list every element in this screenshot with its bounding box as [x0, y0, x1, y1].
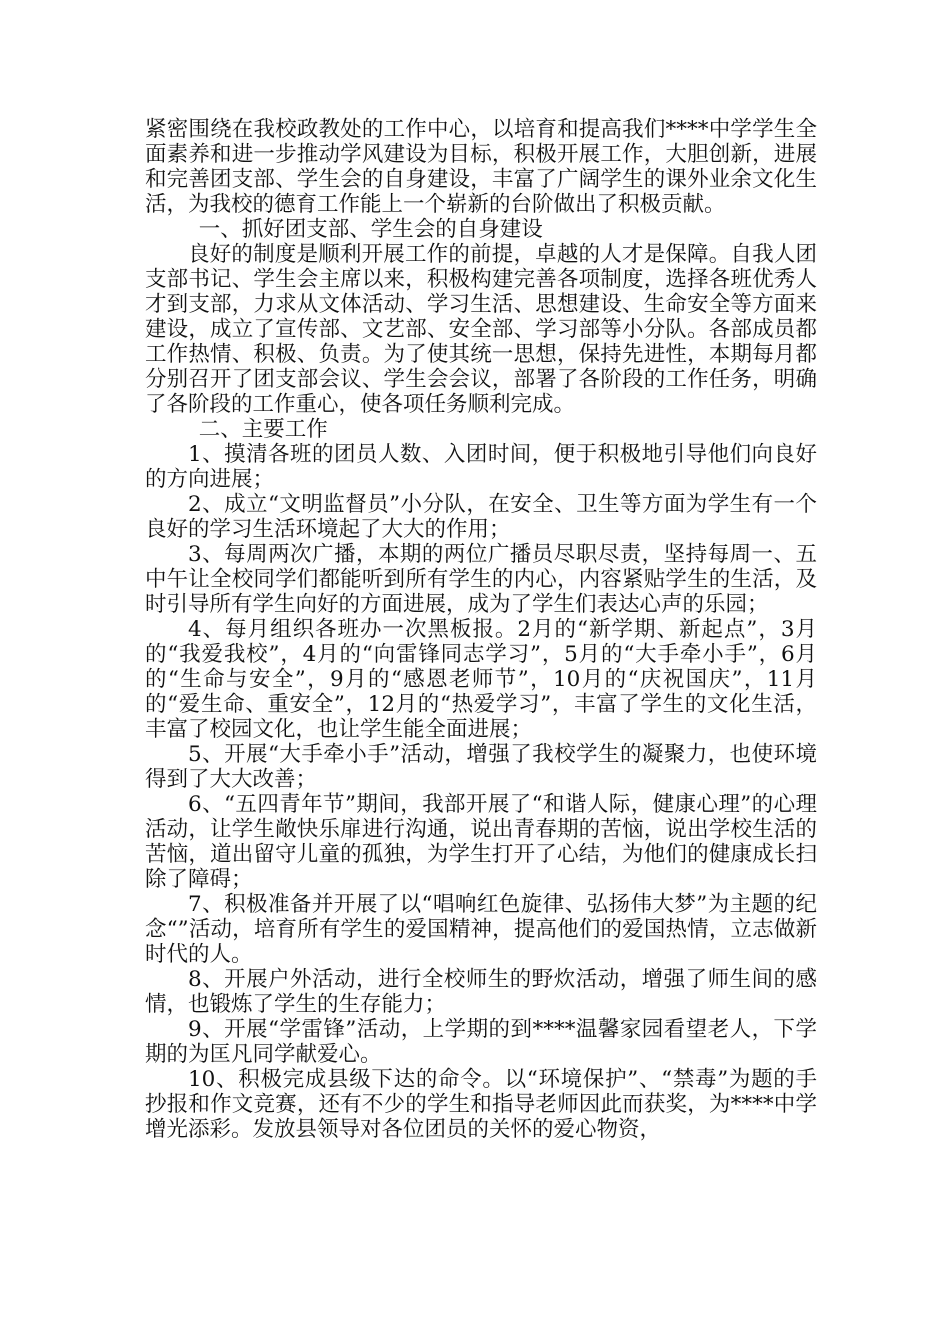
work-item-1: 1、摸清各班的团员人数、入团时间，便于积极地引导他们向良好的方向进展； [145, 442, 817, 492]
work-item-7: 7、积极准备并开展了以“唱响红色旋律、弘扬伟大梦”为主题的纪念“”活动，培育所有学生的爱国精神，提高他们的爱国热情，立志做新时代的人。 [145, 892, 817, 967]
intro-paragraph: 紧密围绕在我校政教处的工作中心，以培育和提高我们****中学学生全面素养和进一步推动学风建设为目标，积极开展工作，大胆创新，进展和完善团支部、学生会的自身建设，丰富了广阔学生的课外业余文化生活，为我校的德育工作能上一个崭新的台阶做出了积极贡献。 [145, 117, 817, 217]
work-item-5: 5、开展“大手牵小手”活动，增强了我校学生的凝聚力，也使环境得到了大大改善； [145, 742, 817, 792]
work-item-8: 8、开展户外活动，进行全校师生的野炊活动，增强了师生间的感情，也锻炼了学生的生存能力； [145, 967, 817, 1017]
work-item-6: 6、“五四青年节”期间，我部开展了“和谐人际，健康心理”的心理活动，让学生敞快乐扉进行沟通，说出青春期的苦恼，说出学校生活的苦恼，道出留守儿童的孤独，为学生打开了心结，为他们的健康成长扫除了障碍； [145, 792, 817, 892]
section-heading-1: 一、抓好团支部、学生会的自身建设 [198, 217, 543, 242]
document-page [145, 117, 817, 1142]
work-item-4: 4、每月组织各班办一次黑板报。2月的“新学期、新起点”，3月的“我爱我校”，4月的“向雷锋同志学习”，5月的“大手牵小手”，6月的“生命与安全”，9月的“感恩老师节”，10月的“庆祝国庆”，11月的“爱生命、重安全”，12月的“热爱学习”，丰富了学生的文化生活，丰富了校园文化，也让学生能全面进展； [145, 617, 817, 742]
section-1-paragraph: 良好的制度是顺利开展工作的前提，卓越的人才是保障。自我人团支部书记、学生会主席以来，积极构建完善各项制度，选择各班优秀人才到支部，力求从文体活动、学习生活、思想建设、生命安全等方面来建设，成立了宣传部、文艺部、安全部、学习部等小分队。各部成员都工作热情、积极、负责。为了使其统一思想，保持先进性，本期每月都分别召开了团支部会议、学生会会议，部署了各阶段的工作任务，明确了各阶段的工作重心，使各项任务顺利完成。 [145, 242, 817, 417]
work-item-10: 10、积极完成县级下达的命令。以“环境保护”、“禁毒”为题的手抄报和作文竞赛，还有不少的学生和指导老师因此而获奖，为****中学增光添彩。发放县领导对各位团员的关怀的爱心物资， [145, 1067, 817, 1142]
work-item-9: 9、开展“学雷锋”活动，上学期的到****温馨家园看望老人，下学期的为匡凡同学献爱心。 [145, 1017, 817, 1067]
work-item-2: 2、成立“文明监督员”小分队，在安全、卫生等方面为学生有一个良好的学习生活环境起了大大的作用； [145, 492, 817, 542]
work-item-3: 3、每周两次广播，本期的两位广播员尽职尽责，坚持每周一、五中午让全校同学们都能听到所有学生的内心，内容紧贴学生的生活，及时引导所有学生向好的方面进展，成为了学生们表达心声的乐园； [145, 542, 817, 617]
section-heading-2: 二、主要工作 [198, 417, 328, 442]
